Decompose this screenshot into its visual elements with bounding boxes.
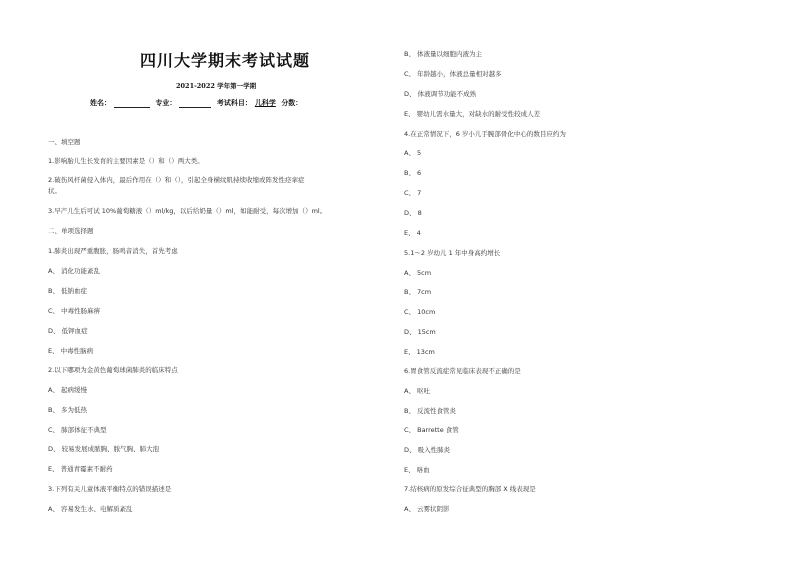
option: B、 6 (404, 169, 422, 177)
major-blank (179, 99, 211, 108)
option: C、 中毒性肠麻痹 (48, 307, 101, 315)
section-single-choice: 二、单项选择题 (48, 227, 94, 235)
fill-question-2: 2.破伤风杆菌侵入体内，最后作用在（）和（），引起全身横纹肌持续收缩或阵发性痉挛症 (48, 176, 305, 184)
option: A、 容易发生水、电解质紊乱 (48, 505, 133, 513)
option: D、 较易发展成脓胸、脓气胸、肺大泡 (48, 445, 160, 453)
subject-label: 考试科目： (216, 98, 252, 107)
student-info-row (90, 98, 305, 108)
option: E、 婴幼儿需水量大，对缺水的耐受性较成人差 (404, 110, 541, 118)
question-5: 5.1～2 岁幼儿 1 年中身高约增长 (404, 249, 501, 257)
question-1: 1.肺炎出现严重腹胀，肠鸣音消失，首先考虑 (48, 247, 178, 255)
option: C、 肺部体征不典型 (48, 426, 107, 434)
option: E、 普通青霉素不耐药 (48, 465, 113, 473)
option: B、 反流性食管炎 (404, 407, 457, 415)
option: D、 体液调节功能不成熟 (404, 90, 477, 98)
fill-question-2-cont: 状。 (48, 187, 61, 195)
subject-value: 儿科学 (254, 98, 276, 107)
name-blank (114, 99, 150, 108)
option: B、 体液量以细胞内液为主 (404, 50, 483, 58)
question-6: 6.胃食管反流症常见临床表现不正确的是 (404, 367, 521, 375)
fill-question-1: 1.影响胎儿生长发育的主要因素是（）和（）两大类。 (48, 157, 204, 165)
option: D、 8 (404, 209, 422, 217)
option: E、 咯血 (404, 466, 430, 474)
option: C、 10cm (404, 308, 436, 316)
question-3: 3.下列有关儿童体液平衡特点的错误描述是 (48, 485, 172, 493)
fill-question-3: 3.早产儿生后可试 10%葡萄糖液（）ml/kg，以后给奶量（）ml，如能耐受，每次增加（）ml。 (48, 207, 327, 215)
name-label: 姓名： (90, 98, 111, 107)
option: D、 15cm (404, 328, 436, 336)
option: A、 5 (404, 149, 422, 157)
major-label: 专业： (155, 98, 177, 107)
question-4: 4.在正常情况下，6 岁小儿手腕部骨化中心的数目应约为 (404, 130, 566, 138)
option: B、 低钠血症 (48, 287, 88, 295)
option: A、 5cm (404, 269, 432, 277)
option: B、 7cm (404, 288, 432, 296)
question-7: 7.结核病的原发综合征典型的胸部 X 线表现是 (404, 485, 536, 493)
section-fill-in: 一、填空题 (48, 138, 81, 146)
option: C、 Barrette 食管 (404, 426, 459, 434)
option: A、 云雾状阴影 (404, 505, 450, 513)
option: A、 起病缓慢 (48, 386, 88, 394)
option: C、 7 (404, 189, 422, 197)
question-2: 2.以下哪项为金黄色葡萄球菌肺炎的临床特点 (48, 366, 178, 374)
page-title: 四川大学期末考试试题 (140, 51, 311, 70)
option: E、 13cm (404, 348, 435, 356)
option: A、 消化功能紊乱 (48, 267, 101, 275)
option: B、 多为低热 (48, 406, 88, 414)
score-label: 分数： (281, 98, 303, 107)
option: E、 中毒性脑病 (48, 347, 94, 355)
option: A、 呕吐 (404, 387, 431, 395)
option: D、 低钾血症 (48, 327, 88, 335)
option: E、 4 (404, 229, 421, 237)
option: D、 吸入性肺炎 (404, 446, 451, 454)
option: C、 年龄越小，体液总量相对越多 (404, 70, 502, 78)
semester-subtitle: 2021-2022 学年第一学期 (176, 82, 257, 90)
